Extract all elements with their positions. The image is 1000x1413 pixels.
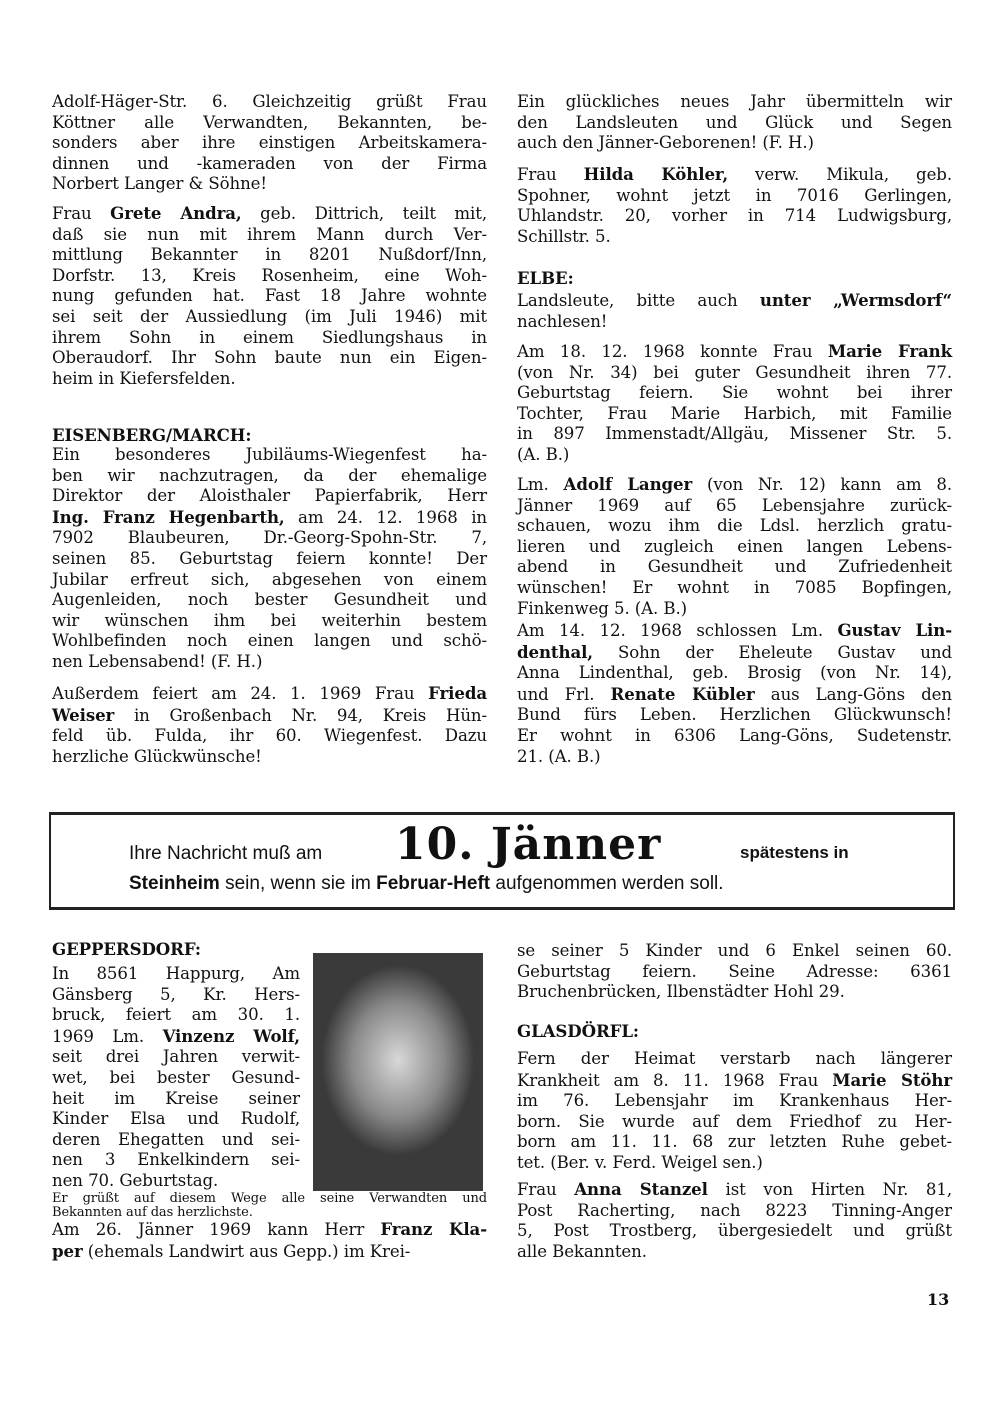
bold-name: Marie Frank [827,341,952,361]
text-run: Am 26. Jänner 1969 kann Herr [52,1220,381,1239]
text-line [52,203,487,225]
text-line [52,348,487,369]
text-line [517,1179,952,1201]
text-run: geb. Dittrich, teilt mit, [241,204,487,223]
text-line [52,92,487,113]
text-line [517,1112,952,1133]
text-run: sei seit der Aussiedlung (im Juli 1946) mit [52,306,487,326]
text-run: (A. B.) [517,444,570,464]
text-line [52,726,487,747]
text-run: Köttner alle Verwandten, Bekannten, be- [52,112,487,132]
text-run: den Landsleuten und Glück und Segen [517,112,952,132]
text-line [52,154,487,175]
text-line [517,424,952,445]
paragraph [517,1049,952,1174]
text-run: heim in Kiefersfelden. [52,368,236,388]
text-line [52,225,487,246]
text-line [517,113,952,134]
bold-name: per [52,1240,83,1261]
text-line [517,1091,952,1112]
section-heading: GEPPERSDORF: [52,939,201,959]
text-line [52,1026,300,1048]
text-run: Am 18. 12. 1968 konnte Frau [517,342,828,361]
text-line [52,985,300,1006]
paragraph [52,203,487,389]
text-run: (ehemals Landwirt aus Gepp.) im Krei- [82,1241,411,1261]
text-run: wünschen! Er wohnt in 7085 Bopfingen, [517,577,952,597]
text-run: am 24. 12. 1968 in [284,507,487,527]
text-line [517,1153,952,1174]
text-run: deren Ehegatten und sei- [52,1129,300,1149]
notice-text: sein, wenn sie im [219,873,377,894]
paragraph [517,1179,952,1262]
text-run: Bund fürs Leben. Herzlichen Glückwunsch! [517,705,952,725]
text-run: Frau [517,1180,575,1199]
text-line [52,266,487,287]
text-run: ben wir nachzutragen, da der ehemalige [52,465,487,485]
paragraph [517,341,952,466]
text-run: Jänner 1969 auf 65 Lebensjahre zurück- [517,495,952,515]
text-run: Fern der Heimat verstarb nach längerer [517,1049,952,1068]
text-run: daß sie nun mit ihrem Mann durch Ver- [52,224,487,244]
text-line [517,1221,952,1242]
text-run: dinnen und -kameraden von der Firma [52,153,487,173]
text-run: In 8561 Happurg, Am [52,964,300,983]
text-line [52,286,487,307]
text-line [517,620,952,642]
text-line [52,113,487,134]
paragraph [517,164,952,247]
paragraph [52,1219,487,1262]
page-number: 13 [927,1290,950,1309]
bold-name: unter „Wermsdorf“ [759,290,952,310]
text-run: Sohn der Eheleute Gustav und [593,642,952,662]
text-run: Ein besonderes Jubiläums-Wiegenfest ha- [52,445,487,464]
text-line [52,1047,300,1068]
text-line [517,312,952,333]
text-run: (von Nr. 34) bei guter Gesundheit ihren 77. [517,362,952,382]
text-run: Spohner, wohnt jetzt in 7016 Gerlingen, [517,185,952,205]
text-line [52,747,487,768]
text-line [517,227,952,248]
bold-name: Vinzenz Wolf, [162,1025,300,1046]
text-line [52,466,487,487]
text-run: Kinder Elsa und Rudolf, [52,1109,300,1129]
text-line [517,962,952,983]
text-run: Er wohnt in 6306 Lang-Göns, Sudetenstr. [517,725,952,745]
text-line [52,1005,300,1026]
deadline-notice-box [49,812,955,910]
bold-name: Renate Kübler [610,683,755,704]
text-line [517,1070,952,1092]
text-line [517,982,952,1003]
text-run: 21. (A. B.) [517,746,601,766]
text-line [517,642,952,664]
bold-name: Grete Andra, [110,203,242,223]
text-run: wet, bei bester Gesund- [52,1067,300,1087]
text-line [517,663,952,684]
text-line [52,1241,487,1263]
text-run: nachlesen! [517,311,608,331]
bold-name: Franz Kla- [380,1219,487,1239]
text-run: (von Nr. 12) kann am 8. [692,475,952,494]
text-line [517,474,952,496]
text-line [52,1206,487,1220]
text-run: Uhlandstr. 20, vorher in 714 Ludwigsburg, [517,206,952,226]
text-line [52,611,487,632]
text-run: Bruchenbrücken, Ilbenstädter Hohl 29. [517,982,845,1002]
text-run: Schillstr. 5. [517,226,611,246]
text-run: Lm. [517,475,564,494]
text-run: Geburtstag feiern. Seine Adresse: 6361 [517,961,952,981]
notice-text: aufgenommen werden soll. [490,873,724,894]
bold-name: Weiser [52,704,115,725]
paragraph [517,290,952,332]
text-line [52,1150,300,1171]
text-run: Augenleiden, noch bester Gesundheit und [52,590,487,610]
text-line [517,1132,952,1153]
photo-caption [52,1192,487,1220]
text-run: 1969 Lm. [52,1026,163,1046]
text-line [52,133,487,154]
text-line [517,186,952,207]
text-run: im 76. Lebensjahr im Krankenhaus Her- [517,1091,952,1111]
portrait-photo [313,953,483,1191]
text-line [517,705,952,726]
section-heading: EISENBERG/MARCH: [52,425,252,445]
text-run: in Großenbach Nr. 94, Kreis Hün- [114,705,487,725]
text-run: Wohlbefinden noch einen langen und schö- [52,631,487,651]
paragraph [52,445,487,673]
text-line [52,570,487,591]
text-line [52,1068,300,1089]
text-run: in 897 Immenstadt/Allgäu, Missener Str. 5. [517,424,952,444]
text-run: Oberaudorf. Ihr Sohn baute nun ein Eigen- [52,348,487,368]
text-line [52,705,487,727]
text-line [52,328,487,349]
text-run: se seiner 5 Kinder und 6 Enkel seinen 60. [517,941,952,960]
text-line [517,537,952,558]
bold-name: Marie Stöhr [832,1069,952,1090]
text-run: Ein glückliches neues Jahr übermitteln wir [517,92,952,111]
paragraph [517,941,952,1003]
bold-name: Frieda [428,683,487,703]
text-run: Adolf-Häger-Str. 6. Gleichzeitig grüßt Frau [52,92,487,111]
text-run: lieren und zugleich einen langen Lebens- [517,536,952,556]
bold-name: Gustav Lin- [837,620,952,640]
text-run: nen 70. Geburtstag. [52,1170,219,1190]
text-line [52,245,487,266]
text-line [517,516,952,537]
text-line [52,964,300,985]
text-run: born am 11. 11. 68 zur letzten Ruhe gebet- [517,1132,952,1152]
paragraph [52,92,487,195]
section-heading: GLASDÖRFL: [517,1021,639,1041]
text-line [517,599,952,620]
text-run: 5, Post Trostberg, übergesiedelt und grüßt [517,1221,952,1241]
text-line [517,206,952,227]
text-run: alle Bekannten. [517,1241,647,1261]
text-run: Frau [52,204,111,223]
text-run: Direktor der Aloisthaler Papierfabrik, Herr [52,486,487,506]
text-run: Dorfstr. 13, Kreis Rosenheim, eine Woh- [52,265,487,285]
section-heading: ELBE: [517,268,574,288]
text-run: ihrem Sohn in einem Siedlungshaus in [52,327,487,347]
text-line [517,1049,952,1070]
text-line [52,1130,300,1151]
text-line [517,578,952,599]
text-line [517,341,952,363]
text-run: wir wünschen ihm bei weiterhin bestem [52,610,487,630]
text-run: herzliche Glückwünsche! [52,746,262,766]
bold-name: denthal, [517,641,593,662]
text-run: 7902 Blaubeuren, Dr.-Georg-Spohn-Str. 7, [52,528,487,548]
text-run: born. Sie wurde auf dem Friedhof zu Her- [517,1111,952,1131]
text-line [52,652,487,673]
text-line [517,290,952,312]
text-line [517,1242,952,1263]
text-line [52,1109,300,1130]
notice-text: Ihre Nachricht muß am [129,843,323,864]
text-run: seit drei Jahren verwit- [52,1047,300,1067]
text-run: nung gefunden hat. Fast 18 Jahre wohnte [52,286,487,306]
text-line [517,557,952,578]
text-line [52,590,487,611]
paragraph [52,964,300,1192]
text-line [517,383,952,404]
text-line [52,1089,300,1110]
text-run: mittlung Bekannter in 8201 Nußdorf/Inn, [52,245,487,265]
text-line [52,307,487,328]
paragraph [517,92,952,154]
text-line [517,747,952,768]
text-line [52,486,487,507]
text-line [52,631,487,652]
paragraph [52,683,487,767]
text-run: Außerdem feiert am 24. 1. 1969 Frau [52,684,429,703]
text-line [517,684,952,706]
text-line [52,174,487,195]
text-run: Post Racherting, nach 8223 Tinning-Anger [517,1200,952,1220]
text-line [52,445,487,466]
text-run: feld üb. Fulda, ihr 60. Wiegenfest. Dazu [52,726,487,746]
paragraph [517,474,952,619]
text-run: Bekannten auf das herzlichste. [52,1205,253,1220]
bold-name: Hilda Köhler, [583,164,729,184]
text-run: bruck, feiert am 30. 1. [52,1005,300,1025]
bold-name: Adolf Langer [563,474,693,494]
text-line [52,507,487,529]
text-run: seinen 85. Geburtstag feiern konnte! Der [52,548,487,568]
text-run: verw. Mikula, geb. [728,165,952,184]
text-line [517,941,952,962]
notice-line-2 [129,873,724,895]
text-line [52,369,487,390]
text-line [517,164,952,186]
text-run: tet. (Ber. v. Ferd. Weigel sen.) [517,1152,763,1172]
text-line [52,549,487,570]
text-line [517,1201,952,1222]
text-run: Krankheit am 8. 11. 1968 Frau [517,1070,833,1090]
text-line [52,1171,300,1192]
text-run: Gänsberg 5, Kr. Hers- [52,984,300,1004]
text-run: Er grüßt auf diesem Wege alle seine Verwandten und [52,1191,487,1206]
text-line [52,683,487,705]
text-run: abend in Gesundheit und Zufriedenheit [517,557,952,577]
text-run: Geburtstag feiern. Sie wohnt bei ihrer [517,383,952,403]
text-run: Tochter, Frau Marie Harbich, mit Familie [517,403,952,423]
text-run: Frau [517,165,584,184]
paragraph [517,620,952,767]
text-run: Anna Lindenthal, geb. Brosig (von Nr. 14), [517,663,952,683]
notice-place: Steinheim [129,873,220,894]
text-run: aus Lang-Göns den [754,684,952,704]
text-run: Landsleute, bitte auch [517,291,760,310]
text-line [517,404,952,425]
text-line [517,92,952,113]
text-run: nen Lebensabend! (F. H.) [52,651,263,671]
notice-deadline-date: 10. Jänner [395,819,662,870]
text-line [52,1219,487,1241]
notice-issue: Februar-Heft [376,873,491,894]
text-run: Am 14. 12. 1968 schlossen Lm. [517,621,838,640]
text-run: heit im Kreise seiner [52,1088,300,1108]
bold-name: Anna Stanzel [574,1179,708,1199]
notice-text: spätestens in [740,843,849,862]
text-run: sonders aber ihre einstigen Arbeitskamera- [52,133,487,153]
text-run: Jubilar erfreut sich, abgesehen von einem [52,569,487,589]
text-run: nen 3 Enkelkindern sei- [52,1150,300,1170]
text-line [517,496,952,517]
text-run: auch den Jänner-Geborenen! (F. H.) [517,133,814,153]
text-run: Finkenweg 5. (A. B.) [517,598,688,618]
text-line [517,726,952,747]
text-run: und Frl. [517,684,611,704]
text-run: schauen, wozu ihm die Ldsl. herzlich gratu- [517,516,952,536]
text-line [52,1192,487,1206]
text-line [517,133,952,154]
text-line [517,445,952,466]
text-run: Norbert Langer & Söhne! [52,174,267,194]
text-line [517,363,952,384]
text-line [52,528,487,549]
bold-name: Ing. Franz Hegenbarth, [52,506,285,527]
text-run: ist von Hirten Nr. 81, [707,1180,952,1199]
